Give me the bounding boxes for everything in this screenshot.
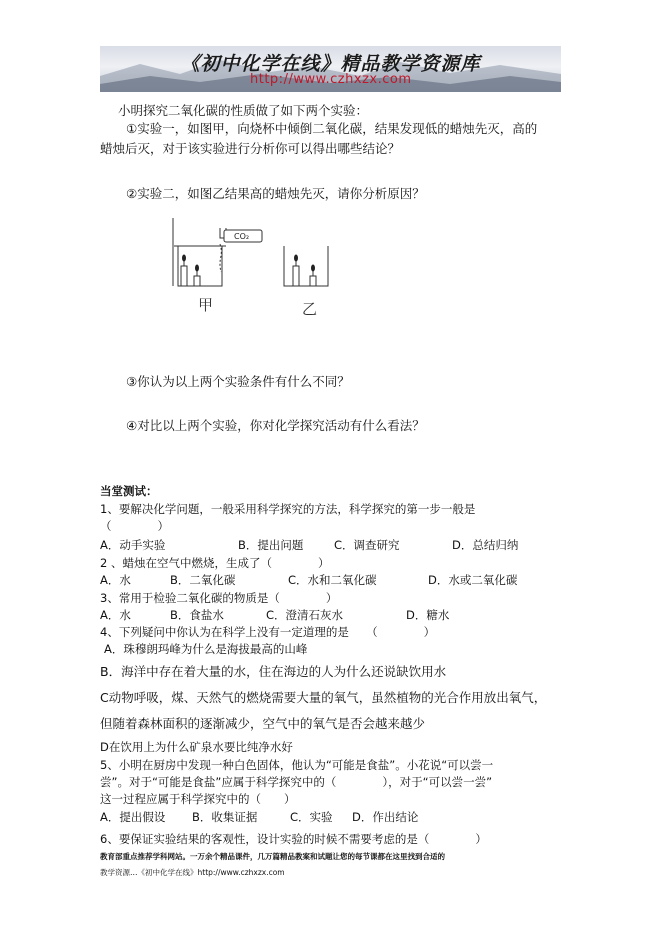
banner-url[interactable]: http://www.czhxzx.com <box>250 72 412 87</box>
option[interactable]: D．总结归纳 <box>452 538 519 552</box>
question-2: ②实验二，如图乙结果高的蜡烛先灭，请你分析原因？ <box>126 186 425 201</box>
banner-title: 《初中化学在线》精品教学资源库 <box>180 53 481 75</box>
option[interactable]: B．提出问题 <box>238 538 304 552</box>
item-3-stem: 3、常用于检验二氧化碳的物质是（ ） <box>100 591 338 605</box>
experiment-diagram <box>170 214 350 319</box>
beaker-yi <box>284 246 328 286</box>
option[interactable]: A．水 <box>100 608 131 622</box>
item-3-options <box>100 608 449 623</box>
question-4: ④对比以上两个实验，你对化学探究活动有什么看法？ <box>126 418 425 433</box>
option[interactable]: B．收集证据 <box>192 810 258 824</box>
footer-line-2[interactable]: 教学资源…《初中化学在线》http://www.czhxzx.com <box>100 868 285 877</box>
item-1-blank: （ ） <box>100 519 169 533</box>
question-1-line-2: 蜡烛后灭，对于该实验进行分析你可以得出哪些结论？ <box>100 141 401 156</box>
option[interactable]: C．调查研究 <box>334 538 400 552</box>
label-jia: 甲 <box>198 296 214 314</box>
item-4-option-c-line-2: 但随着森林面积的逐渐减少，空气中的氧气是否会越来越少 <box>100 716 426 731</box>
option[interactable]: D．糖水 <box>406 608 450 622</box>
option[interactable]: A．动手实验 <box>100 538 166 552</box>
item-5-stem-line-2: 尝”。对于“可能是食盐”应属于科学探究中的（ ），对于“可以尝一尝” <box>100 775 493 789</box>
item-2-options <box>100 573 517 588</box>
item-4-option-a[interactable]: A．珠穆朗玛峰为什么是海拔最高的山峰 <box>104 642 308 656</box>
item-4-stem: 4、下列疑问中你认为在科学上没有一定道理的是 （ ） <box>100 625 436 639</box>
test-heading: 当堂测试： <box>100 484 158 498</box>
option[interactable]: D．作出结论 <box>352 810 419 824</box>
footer-line-1: 教育部重点推荐学科网站。一万余个精品课件，几万篇精品教案和试题让您的每节课都在这里找到合适的 <box>100 852 445 861</box>
option[interactable]: B．食盐水 <box>170 608 224 622</box>
item-2-stem: 2 、蜡烛在空气中燃烧，生成了（ ） <box>100 556 330 570</box>
option[interactable]: C．澄清石灰水 <box>266 608 344 622</box>
intro-text: 小明探究二氧化碳的性质做了如下两个实验： <box>118 103 369 118</box>
item-5-options <box>100 810 418 825</box>
item-6-stem: 6、要保证实验结果的客观性，设计实验的时候不需要考虑的是（ ） <box>100 832 487 846</box>
item-5-stem-line-1: 5、小明在厨房中发现一种白色固体，他认为“可能是食盐”。小花说“可以尝一 <box>100 758 494 772</box>
option[interactable]: C．实验 <box>290 810 333 824</box>
question-1-line-1: ①实验一，如图甲，向烧杯中倾倒二氧化碳，结果发现低的蜡烛先灭，高的 <box>126 121 538 136</box>
item-4-option-b[interactable]: B．海洋中存在着大量的水，住在海边的人为什么还说缺饮用水 <box>100 664 447 679</box>
item-1-stem: 1、要解决化学问题，一般采用科学探究的方法，科学探究的第一步一般是 <box>100 502 476 516</box>
item-1-options <box>100 538 518 553</box>
option[interactable]: B．二氧化碳 <box>170 573 236 587</box>
item-4-option-d[interactable]: D在饮用上为什么矿泉水要比纯净水好 <box>100 740 293 754</box>
option[interactable]: C．水和二氧化碳 <box>288 573 377 587</box>
co2-label: CO₂ <box>234 232 250 241</box>
item-4-option-c-line-1[interactable]: C动物呼吸，煤、天然气的燃烧需要大量的氧气，虽然植物的光合作用放出氧气， <box>100 690 547 705</box>
item-5-stem-line-3: 这一过程应属于科学探究中的（ ） <box>100 792 296 806</box>
label-yi: 乙 <box>302 300 318 318</box>
question-3: ③你认为以上两个实验条件有什么不同？ <box>126 374 350 389</box>
option[interactable]: A．提出假设 <box>100 810 166 824</box>
header-banner <box>100 46 561 92</box>
option[interactable]: A．水 <box>100 573 131 587</box>
beaker-jia <box>173 218 226 286</box>
option[interactable]: D．水或二氧化碳 <box>428 573 518 587</box>
